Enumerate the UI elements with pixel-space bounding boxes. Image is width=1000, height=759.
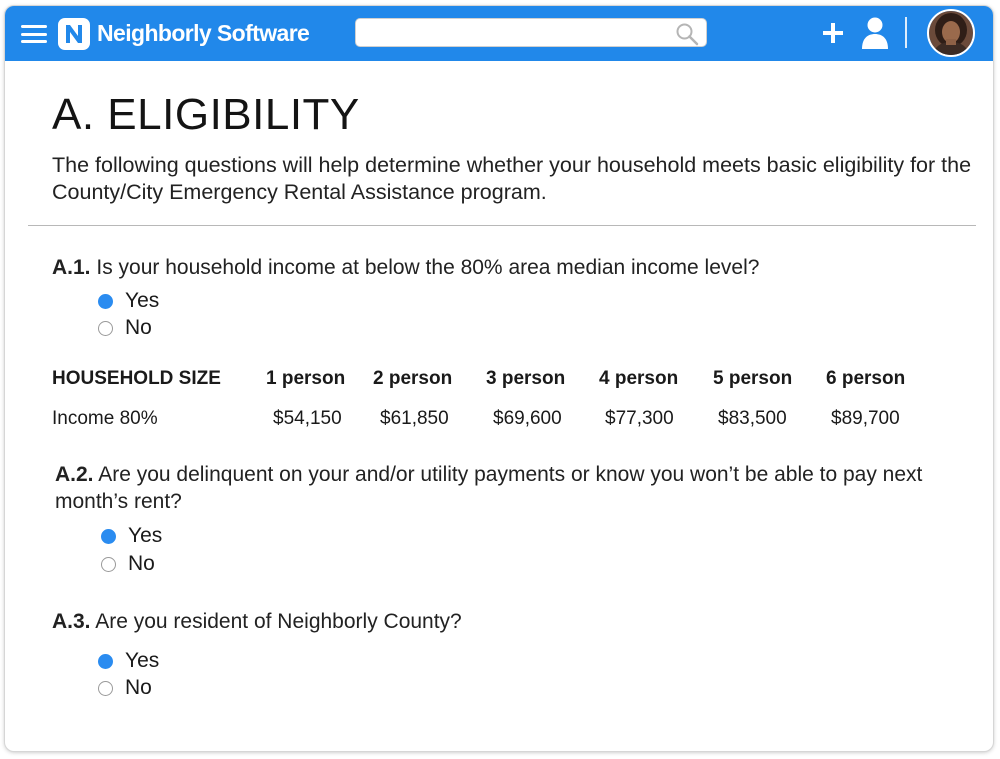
a2-no-radio[interactable] xyxy=(101,557,116,572)
table-cell: $54,150 xyxy=(273,408,342,429)
a3-no-label: No xyxy=(125,676,152,699)
a3-yes-radio[interactable] xyxy=(98,654,113,669)
top-navigation-bar xyxy=(5,6,993,61)
table-column-2: 2 person xyxy=(373,368,453,389)
app-window xyxy=(5,6,993,751)
page-title: A. ELIGIBILITY xyxy=(52,90,360,139)
question-a1-number: A.1. xyxy=(52,256,91,279)
a1-no-option[interactable] xyxy=(98,315,152,341)
a3-no-radio[interactable] xyxy=(98,681,113,696)
question-a3 xyxy=(52,608,462,635)
table-cell: $77,300 xyxy=(605,408,674,429)
a1-no-label: No xyxy=(125,316,152,339)
a3-yes-label: Yes xyxy=(125,649,160,672)
a3-no-option[interactable] xyxy=(98,675,152,701)
table-column-5: 5 person xyxy=(713,368,793,389)
avatar[interactable] xyxy=(927,9,975,57)
add-icon[interactable] xyxy=(821,21,845,45)
question-a2-number: A.2. xyxy=(55,463,94,486)
search-input[interactable] xyxy=(364,20,668,47)
a3-yes-option[interactable] xyxy=(98,648,159,674)
search-box[interactable] xyxy=(355,18,707,47)
question-a3-text: Are you resident of Neighborly County? xyxy=(95,610,462,633)
a2-yes-radio[interactable] xyxy=(101,529,116,544)
a1-yes-label: Yes xyxy=(125,289,160,312)
a2-yes-option[interactable] xyxy=(101,523,162,549)
table-cell: $89,700 xyxy=(831,408,900,429)
user-profile-icon[interactable] xyxy=(860,16,890,50)
intro-text: The following questions will help determine whether your household meets basic eligibility for the County/City Emergency Rental Assistance program. xyxy=(52,153,972,204)
brand-name: Neighborly Software xyxy=(97,20,310,46)
a1-yes-option[interactable] xyxy=(98,288,159,314)
question-a1-text: Is your household income at below the 80% area median income level? xyxy=(96,256,760,279)
question-a2 xyxy=(55,461,975,515)
table-column-3: 3 person xyxy=(486,368,566,389)
question-a3-number: A.3. xyxy=(52,610,91,633)
search-icon[interactable] xyxy=(674,21,700,47)
table-row-label: Income 80% xyxy=(52,408,158,429)
a2-yes-label: Yes xyxy=(128,524,163,547)
neighborly-logo-icon xyxy=(58,18,90,50)
a1-no-radio[interactable] xyxy=(98,321,113,336)
question-a2-text: Are you delinquent on your and/or utility payments or know you won’t be able to pay next month’s rent? xyxy=(55,463,923,513)
table-header-label: HOUSEHOLD SIZE xyxy=(52,368,221,389)
table-column-1: 1 person xyxy=(266,368,346,389)
table-column-6: 6 person xyxy=(826,368,906,389)
a1-yes-radio[interactable] xyxy=(98,294,113,309)
section-divider xyxy=(28,225,976,226)
table-column-4: 4 person xyxy=(599,368,679,389)
a2-no-option[interactable] xyxy=(101,551,155,577)
table-cell: $61,850 xyxy=(380,408,449,429)
table-cell: $69,600 xyxy=(493,408,562,429)
a2-no-label: No xyxy=(128,552,155,575)
menu-icon[interactable] xyxy=(21,25,47,43)
table-cell: $83,500 xyxy=(718,408,787,429)
question-a1 xyxy=(52,254,759,281)
toolbar-divider xyxy=(905,17,907,48)
